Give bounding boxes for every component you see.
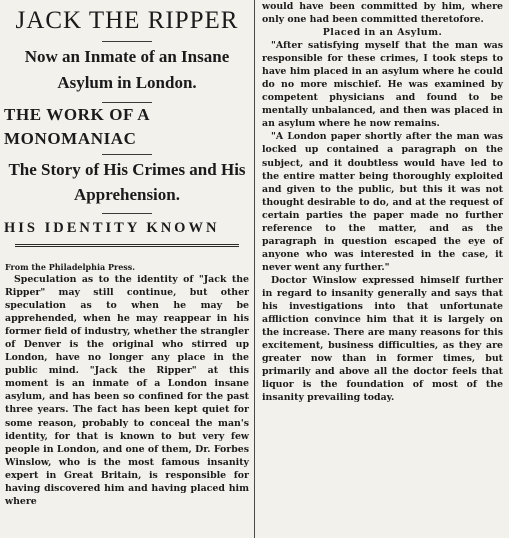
double-divider: [15, 244, 239, 247]
body-paragraph: Speculation as to the identity of "Jack the Ripper" may still continue, but other speculation as to when he may be apprehended, when he may reappear in his former field of industry, whether the strangler of Denver is the original who stirred up London, have no longer any place in the public mind. "Jack the Ripper" at this moment is an inmate of a London insane asylum, and has been so confined for the past three years. The fact has been kept quiet for some reason, probably to conceal the man's identity, for that is known to but very few people in London, and one of them, Dr. Forbes Winslow, who is the most famous insanity expert in Great Britain, is responsible for having discovered him and having placed him where: [5, 274, 249, 507]
body-paragraph: "A London paper shortly after the man was locked up contained a paragraph on the subject, and it doubtless would have led to the entire matter being thoroughly exploited and given to the public, but this it was not thought desirable to do, and at the request of certain parties the paper made no further reference to the matter, and as the paragraph in question escaped the eye of anyone who was interested in the case, it never went any further.": [262, 131, 503, 273]
headline: JACK THE RIPPER: [15, 7, 239, 34]
subheadline-identity: HIS IDENTITY KNOWN: [4, 220, 220, 236]
subheadline-monomaniac: THE WORK OF A MONOMANIAC: [4, 105, 150, 148]
continued-text: would have been committed by him, where only one had been committed theretofore.: [262, 1, 503, 26]
section-subhead: Placed in an Asylum.: [322, 27, 443, 39]
source-credit: From the Philadelphia Press.: [5, 262, 136, 272]
right-column: [256, 0, 509, 538]
body-paragraph: "After satisfying myself that the man was responsible for these crimes, I took steps to have him placed in an asylum where he could do no more mischief. He was examined by competent physicians and found to be mentally unbalanced, and then was placed in an asylum where he now remains.: [262, 40, 503, 130]
subheadline-story: The Story of His Crimes and His Apprehension.: [8, 160, 246, 204]
divider: [102, 213, 152, 214]
subheadline-asylum: Now an Inmate of an Insane Asylum in London.: [24, 47, 230, 92]
body-paragraph: Doctor Winslow expressed himself further in regard to insanity generally and says that his investigations into that unfortunate affliction convince him that it is largely on the increase. There are many reasons for this excitement, business difficulties, as they are greater now than in former times, but primarily and above all the doctor feels that liquor is the foundation of most of the insanity prevailing today.: [262, 274, 503, 404]
